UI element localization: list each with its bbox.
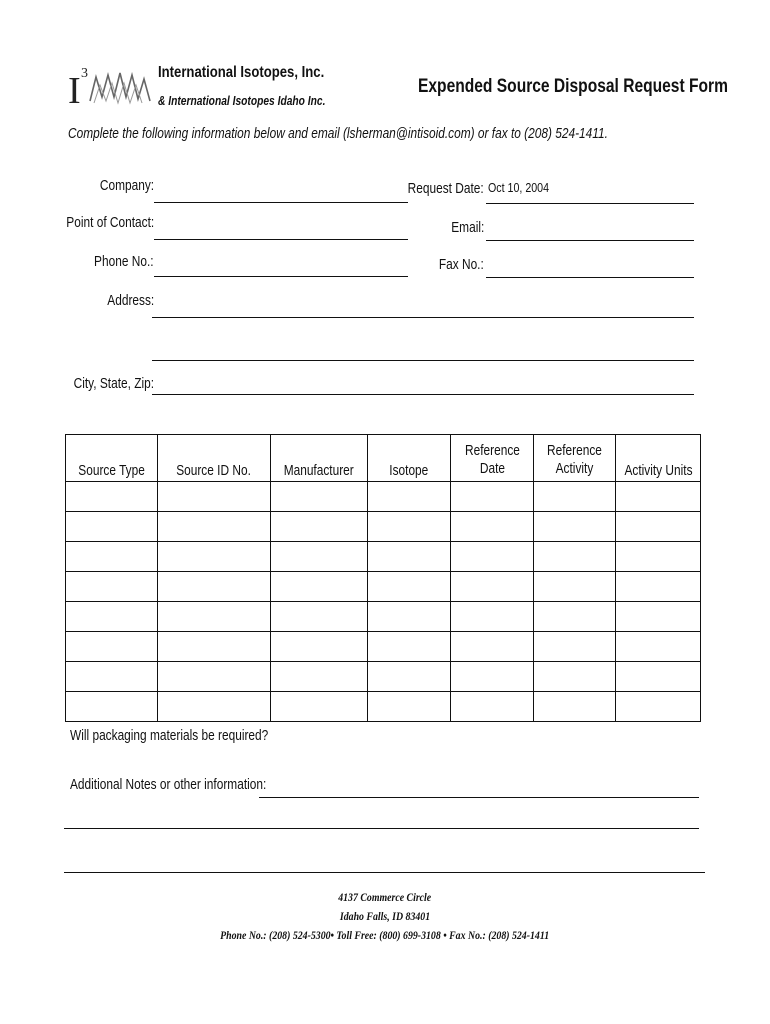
table-row — [66, 632, 701, 662]
column-header-source-id: Source ID No. — [158, 435, 271, 482]
table-row — [66, 572, 701, 602]
table-cell[interactable] — [616, 602, 701, 632]
table-cell[interactable] — [616, 572, 701, 602]
request-date-label: Request Date: — [407, 181, 484, 197]
request-date-value[interactable]: Oct 10, 2004 — [488, 180, 550, 195]
table-cell[interactable] — [66, 512, 158, 542]
column-header-activity-units: Activity Units — [616, 435, 701, 482]
table-cell[interactable] — [368, 602, 451, 632]
table-cell[interactable] — [66, 662, 158, 692]
table-cell[interactable] — [534, 572, 616, 602]
table-row — [66, 482, 701, 512]
table-cell[interactable] — [534, 602, 616, 632]
table-cell[interactable] — [534, 482, 616, 512]
packaging-question: Will packaging materials be required? — [70, 728, 269, 744]
fax-label: Fax No.: — [439, 257, 484, 273]
table-cell[interactable] — [616, 482, 701, 512]
table-cell[interactable] — [271, 512, 368, 542]
table-cell[interactable] — [368, 482, 451, 512]
table-cell[interactable] — [451, 542, 534, 572]
table-cell[interactable] — [271, 662, 368, 692]
table-cell[interactable] — [158, 572, 271, 602]
table-cell[interactable] — [368, 572, 451, 602]
notes-label: Additional Notes or other information: — [70, 777, 267, 793]
email-label: Email: — [450, 220, 484, 236]
table-cell[interactable] — [368, 662, 451, 692]
table-cell[interactable] — [616, 632, 701, 662]
table-cell[interactable] — [616, 542, 701, 572]
table-cell[interactable] — [616, 662, 701, 692]
table-cell[interactable] — [271, 632, 368, 662]
fax-field[interactable] — [486, 277, 694, 278]
table-cell[interactable] — [451, 572, 534, 602]
table-row — [66, 662, 701, 692]
table-cell[interactable] — [534, 632, 616, 662]
table-cell[interactable] — [158, 512, 271, 542]
footer-divider — [64, 872, 705, 873]
table-cell[interactable] — [616, 692, 701, 722]
footer-address-line-2: Idaho Falls, ID 83401 — [339, 909, 431, 923]
request-date-field[interactable] — [486, 203, 694, 204]
notes-line-1[interactable] — [259, 797, 699, 798]
table-cell[interactable] — [66, 632, 158, 662]
column-header-isotope: Isotope — [368, 435, 451, 482]
footer-address-line-1: 4137 Commerce Circle — [338, 890, 432, 904]
instructions: Complete the following information below and email (lsherman@intisoid.com) or fax to (208) 524-1411. — [68, 126, 608, 142]
table-cell[interactable] — [616, 512, 701, 542]
column-header-source-type: Source Type — [66, 435, 158, 482]
table-cell[interactable] — [451, 512, 534, 542]
svg-text:I: I — [68, 70, 81, 112]
company-subsidiary: & International Isotopes Idaho Inc. — [158, 94, 326, 108]
table-cell[interactable] — [66, 602, 158, 632]
table-cell[interactable] — [368, 512, 451, 542]
table-cell[interactable] — [368, 692, 451, 722]
table-cell[interactable] — [534, 692, 616, 722]
table-cell[interactable] — [534, 662, 616, 692]
table-row — [66, 512, 701, 542]
contact-field[interactable] — [154, 239, 408, 240]
table-cell[interactable] — [271, 602, 368, 632]
column-header-reference-activity: Reference Activity — [534, 435, 616, 482]
table-cell[interactable] — [271, 542, 368, 572]
table-cell[interactable] — [271, 692, 368, 722]
footer-contact: Phone No.: (208) 524-5300• Toll Free: (800) 699-3108 • Fax No.: (208) 524-1411 — [220, 928, 550, 942]
source-table — [65, 434, 701, 722]
column-header-manufacturer: Manufacturer — [271, 435, 368, 482]
table-cell[interactable] — [451, 482, 534, 512]
city-state-zip-label: City, State, Zip: — [73, 376, 154, 392]
table-cell[interactable] — [158, 662, 271, 692]
address-line-1[interactable] — [152, 317, 694, 318]
table-cell[interactable] — [66, 572, 158, 602]
table-cell[interactable] — [271, 572, 368, 602]
company-name: International Isotopes, Inc. — [158, 64, 325, 81]
phone-label: Phone No.: — [94, 254, 154, 270]
table-cell[interactable] — [66, 692, 158, 722]
table-cell[interactable] — [368, 632, 451, 662]
phone-field[interactable] — [154, 276, 408, 277]
table-row — [66, 542, 701, 572]
table-cell[interactable] — [534, 542, 616, 572]
contact-label: Point of Contact: — [66, 215, 154, 231]
table-cell[interactable] — [158, 632, 271, 662]
table-row — [66, 692, 701, 722]
address-label: Address: — [107, 293, 154, 309]
table-cell[interactable] — [451, 692, 534, 722]
table-cell[interactable] — [158, 692, 271, 722]
svg-text:3: 3 — [81, 66, 88, 81]
table-row — [66, 602, 701, 632]
email-field[interactable] — [486, 240, 694, 241]
table-header-row — [66, 435, 701, 482]
notes-line-2[interactable] — [64, 828, 699, 829]
table-cell[interactable] — [158, 602, 271, 632]
table-cell[interactable] — [368, 542, 451, 572]
table-cell[interactable] — [451, 662, 534, 692]
city-state-zip-field[interactable] — [152, 394, 694, 395]
form-title: Expended Source Disposal Request Form — [418, 76, 728, 97]
table-cell[interactable] — [451, 632, 534, 662]
company-label: Company: — [99, 178, 154, 194]
table-cell[interactable] — [271, 482, 368, 512]
table-cell[interactable] — [158, 542, 271, 572]
table-cell[interactable] — [451, 602, 534, 632]
table-cell[interactable] — [534, 512, 616, 542]
address-line-2[interactable] — [152, 360, 694, 361]
table-cell[interactable] — [158, 482, 271, 512]
table-cell[interactable] — [66, 542, 158, 572]
column-header-reference-date: Reference Date — [451, 435, 534, 482]
company-logo — [66, 57, 156, 117]
company-field[interactable] — [154, 202, 408, 203]
table-cell[interactable] — [66, 482, 158, 512]
